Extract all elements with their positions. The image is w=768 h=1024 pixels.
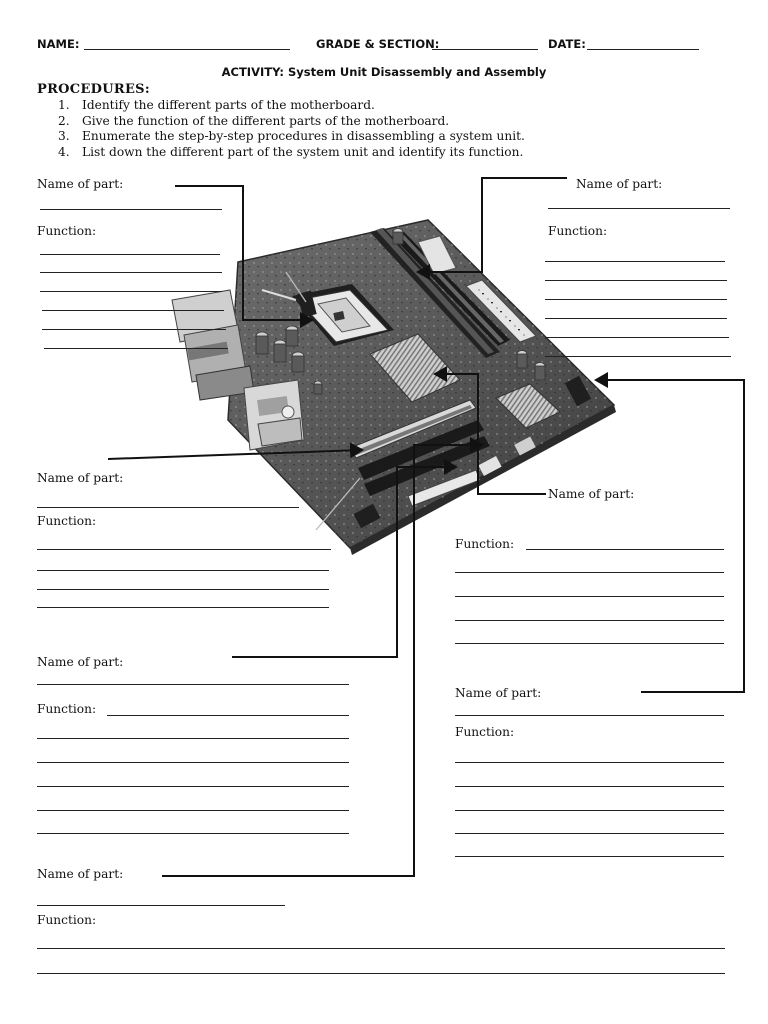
procedures-heading: PROCEDURES: [37,82,150,97]
function-line[interactable] [455,786,724,787]
name-of-part-label: Name of part: [37,655,124,669]
function-line[interactable] [455,620,724,621]
function-line[interactable] [40,254,220,255]
function-line[interactable] [37,762,349,763]
function-line[interactable] [545,318,727,319]
function-line[interactable] [37,589,329,590]
function-label: Function: [455,725,515,739]
function-line[interactable] [545,299,727,300]
procedure-step: 1. Identify the different parts of the motherboard. [58,98,375,112]
name-of-part-blank[interactable] [37,684,349,685]
function-line[interactable] [455,572,724,573]
name-of-part-label: Name of part: [37,471,124,485]
function-line[interactable] [37,570,329,571]
pointer-line-slot [316,478,360,530]
function-line[interactable] [42,329,226,330]
function-line[interactable] [40,291,222,292]
name-of-part-blank[interactable] [548,208,730,209]
function-line[interactable] [37,833,349,834]
procedure-step: 3. Enumerate the step-by-step procedures in disassembling a system unit. [58,129,525,144]
function-line[interactable] [545,356,731,357]
function-line[interactable] [455,762,724,763]
function-label: Function: [37,514,97,528]
leader-line-right-center [435,374,546,494]
function-line[interactable] [107,715,349,716]
leader-line-top-left [175,186,312,320]
leader-line-top-right [418,178,567,272]
name-of-part-blank[interactable] [37,905,285,906]
function-line[interactable] [545,261,725,262]
function-line[interactable] [455,856,724,857]
function-label: Function: [455,537,515,551]
function-label: Function: [37,224,97,238]
function-line[interactable] [44,348,228,349]
procedure-step: 2. Give the function of the different parts of the motherboard. [58,113,450,128]
name-of-part-label: Name of part: [37,867,124,881]
function-line[interactable] [37,549,331,550]
function-line[interactable] [37,973,725,974]
function-line[interactable] [37,810,349,811]
function-line[interactable] [545,280,727,281]
name-of-part-label: Name of part: [37,177,124,191]
function-line[interactable] [455,810,724,811]
name-of-part-label: Name of part: [548,487,635,501]
activity-title: ACTIVITY: System Unit Disassembly and Assembly [221,65,547,79]
function-label: Function: [548,224,608,238]
function-line[interactable] [37,948,725,949]
function-line[interactable] [37,607,329,608]
name-of-part-blank[interactable] [40,209,222,210]
name-of-part-blank[interactable] [455,715,724,716]
function-line[interactable] [42,310,224,311]
function-label: Function: [37,913,97,927]
name-of-part-blank[interactable] [37,507,299,508]
leader-line-bottom [162,445,482,876]
function-line[interactable] [545,337,729,338]
name-of-part-label: Name of part: [576,177,663,191]
grade-section-label: GRADE & SECTION: [316,37,440,51]
function-line[interactable] [455,596,724,597]
pointer-line-cpu [286,272,306,302]
leader-line-left-lower [232,467,456,657]
leader-line-left-middle [108,450,362,459]
function-line[interactable] [37,786,349,787]
name-label: NAME: [37,37,80,51]
function-line[interactable] [455,643,724,644]
function-line[interactable] [37,738,349,739]
leader-line-mid-right [596,380,744,692]
name-of-part-label: Name of part: [455,686,542,700]
date-label: DATE: [548,37,586,51]
function-line[interactable] [455,833,724,834]
function-line[interactable] [40,272,222,273]
function-label: Function: [37,702,97,716]
procedure-step: 4. List down the different part of the system unit and identify its function. [58,144,524,159]
function-line[interactable] [526,549,724,550]
